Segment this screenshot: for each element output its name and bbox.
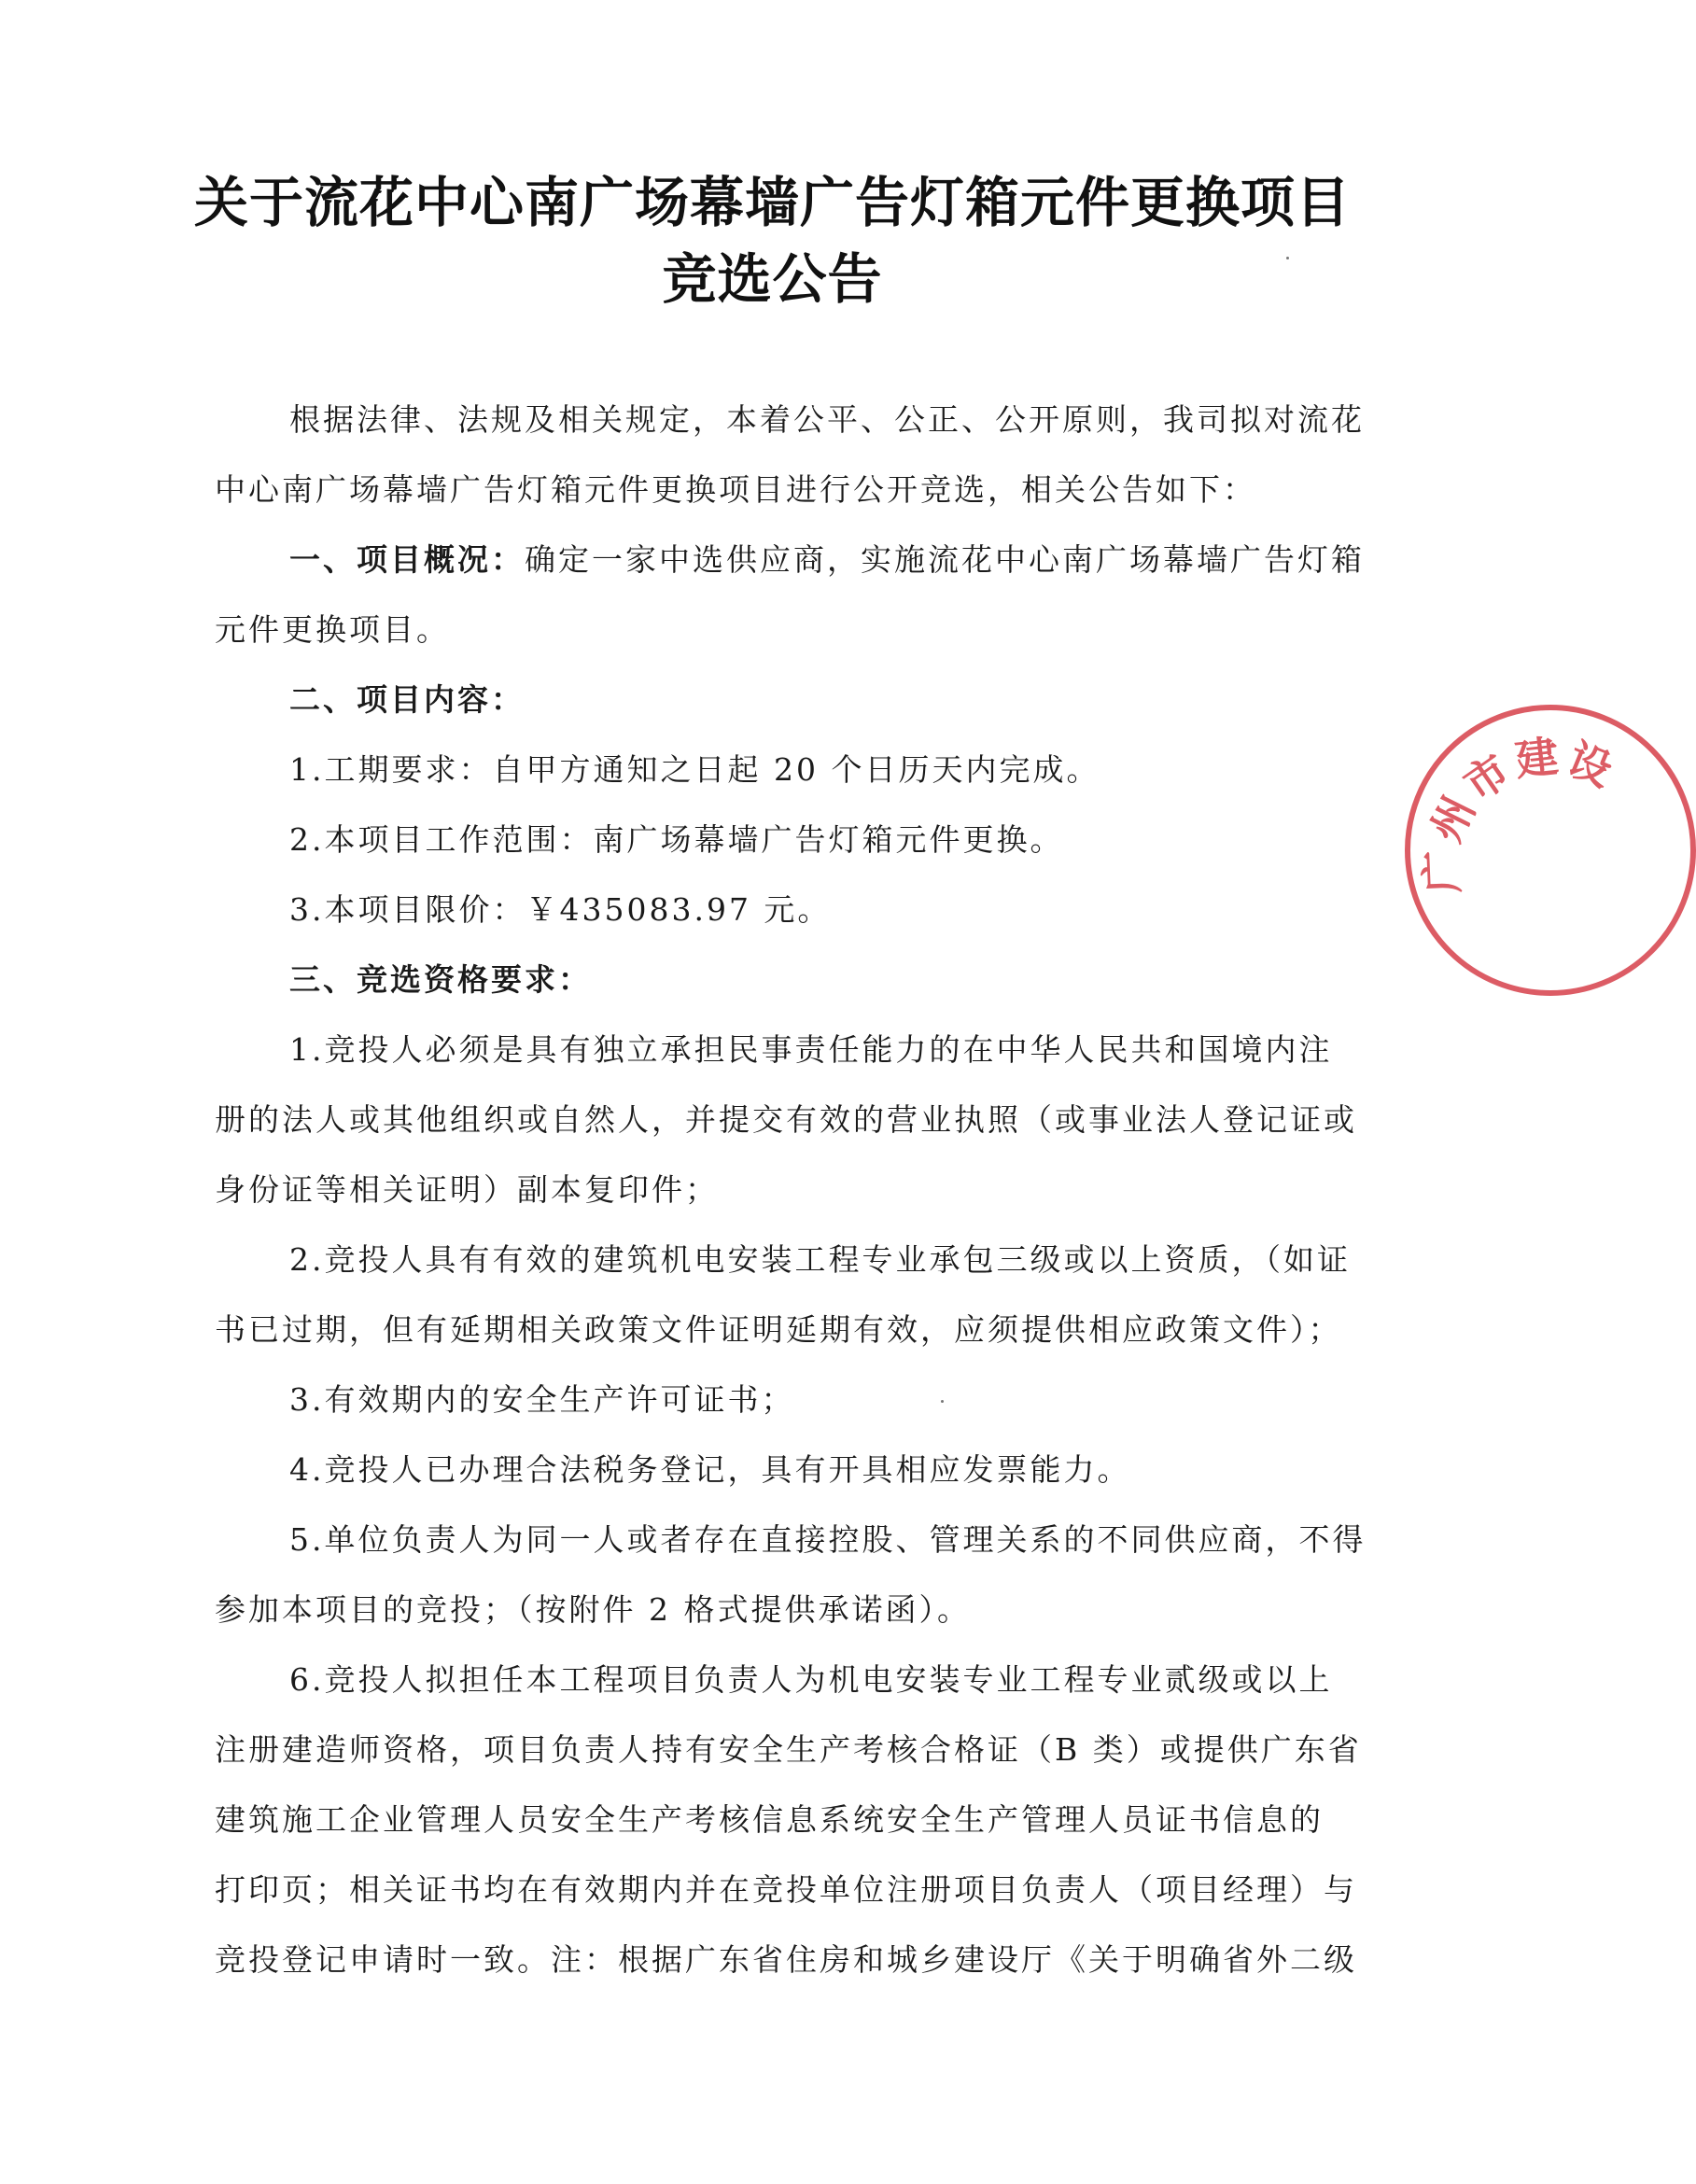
section-3-item-6-line-4: 打印页；相关证书均在有效期内并在竞投单位注册项目负责人（项目经理）与 bbox=[215, 1871, 1357, 1908]
section-2-heading: 二、项目内容： bbox=[289, 681, 525, 718]
section-3-item-1-line-2: 册的法人或其他组织或自然人，并提交有效的营业执照（或事业法人登记证或 bbox=[215, 1101, 1357, 1138]
seal-text: 广州市建设 bbox=[1416, 730, 1623, 895]
section-3-item-5-line-1: 5.单位负责人为同一人或者存在直接控股、管理关系的不同供应商，不得 bbox=[289, 1521, 1367, 1558]
section-3-item-6-line-3: 建筑施工企业管理人员安全生产考核信息系统安全生产管理人员证书信息的 bbox=[215, 1801, 1324, 1838]
svg-text:广州市建设 bbox=[1416, 731, 1623, 894]
section-3-item-6-line-1: 6.竞投人拟担任本工程项目负责人为机电安装专业工程专业贰级或以上 bbox=[289, 1661, 1333, 1698]
document-title-line-2: 竞选公告 bbox=[662, 247, 883, 311]
section-2-item-2: 2.本项目工作范围：南广场幕墙广告灯箱元件更换。 bbox=[289, 821, 1064, 858]
section-1-line-2: 元件更换项目。 bbox=[215, 611, 450, 648]
section-2-item-1: 1.工期要求：自甲方通知之日起 20 个日历天内完成。 bbox=[289, 751, 1100, 788]
document-title-line-1: 关于流花中心南广场幕墙广告灯箱元件更换项目 bbox=[193, 171, 1351, 234]
intro-line-1: 根据法律、法规及相关规定，本着公平、公正、公开原则，我司拟对流花 bbox=[289, 401, 1365, 438]
section-3-item-6-line-2: 注册建造师资格，项目负责人持有安全生产考核合格证（B 类）或提供广东省 bbox=[215, 1731, 1362, 1768]
section-3-item-1-line-3: 身份证等相关证明）副本复印件； bbox=[215, 1171, 719, 1208]
section-3-item-4: 4.竞投人已办理合法税务登记，具有开具相应发票能力。 bbox=[289, 1451, 1131, 1488]
section-3-heading: 三、竞选资格要求： bbox=[289, 961, 592, 998]
scan-speck bbox=[941, 1400, 944, 1403]
intro-line-2: 中心南广场幕墙广告灯箱元件更换项目进行公开竞选，相关公告如下： bbox=[215, 471, 1256, 508]
section-3-item-6-line-5: 竞投登记申请时一致。注：根据广东省住房和城乡建设厅《关于明确省外二级 bbox=[215, 1941, 1357, 1978]
scan-speck bbox=[1286, 257, 1289, 259]
section-2-item-3: 3.本项目限价：￥435083.97 元。 bbox=[289, 891, 832, 928]
section-3-item-2-line-1: 2.竞投人具有有效的建筑机电安装工程专业承包三级或以上资质，（如证 bbox=[289, 1241, 1351, 1278]
seal-text-ring bbox=[1410, 710, 1690, 990]
section-3-item-3: 3.有效期内的安全生产许可证书； bbox=[289, 1381, 795, 1418]
section-3-item-2-line-2: 书已过期，但有延期相关政策文件证明延期有效，应须提供相应政策文件）； bbox=[215, 1311, 1342, 1348]
section-1-line-1 bbox=[289, 523, 1365, 597]
section-3-item-1-line-1: 1.竞投人必须是具有独立承担民事责任能力的在中华人民共和国境内注 bbox=[289, 1031, 1333, 1068]
company-seal bbox=[1405, 705, 1696, 996]
section-3-item-5-line-2: 参加本项目的竞投；（按附件 2 格式提供承诺函）。 bbox=[215, 1591, 971, 1628]
section-1-heading: 一、项目概况： bbox=[289, 541, 525, 578]
section-1-text: 确定一家中选供应商，实施流花中心南广场幕墙广告灯箱 bbox=[525, 541, 1365, 578]
